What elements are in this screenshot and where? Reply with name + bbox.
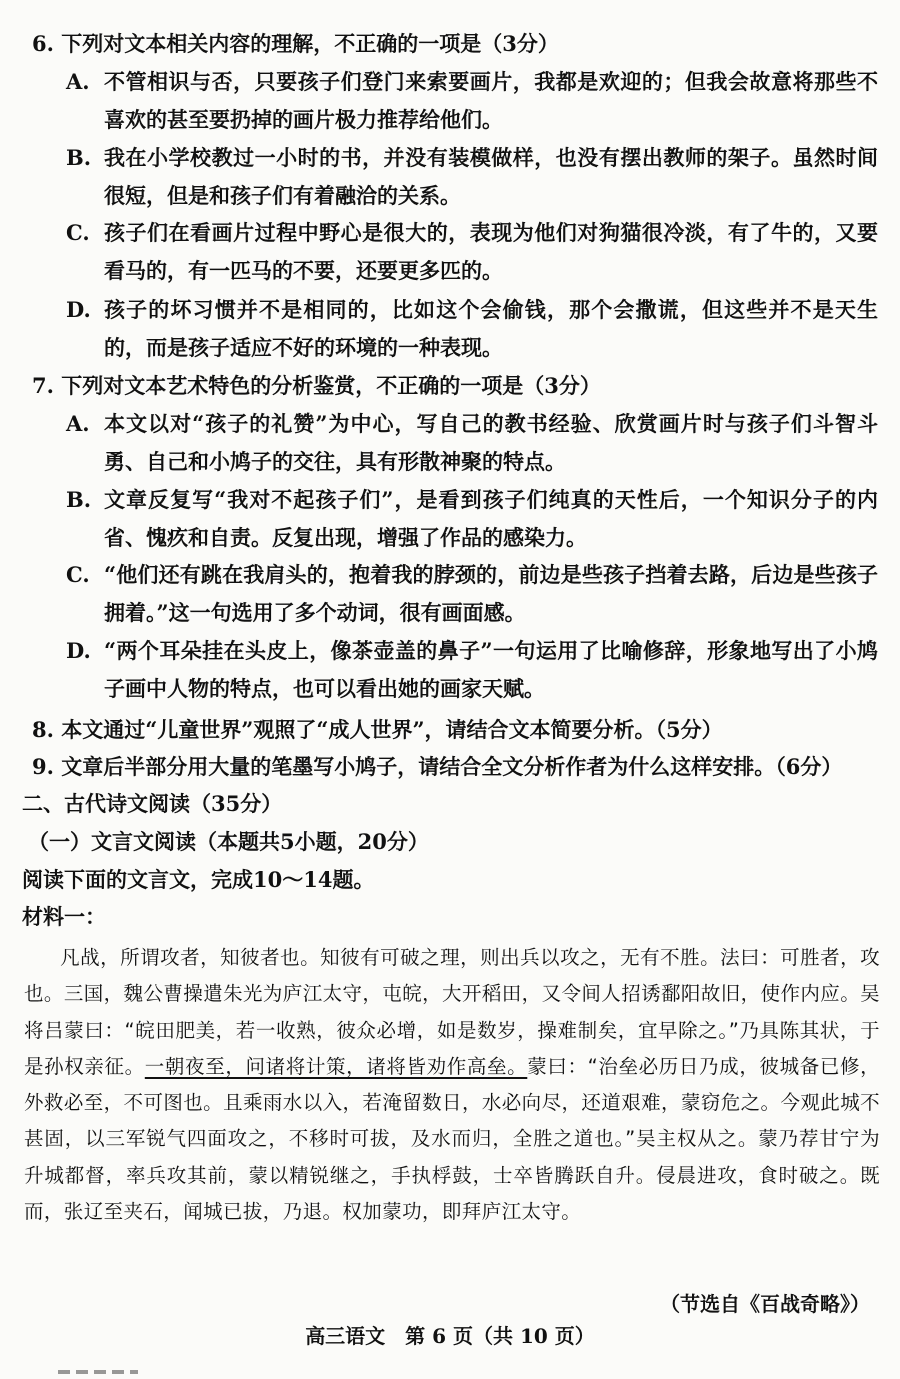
question-8: 8. 本文通过“儿童世界”观照了“成人世界”，请结合文本简要分析。（5分） bbox=[32, 717, 723, 742]
option-text: 孩子们在看画片过程中野心是很大的，表现为他们对狗猫很冷淡，有了牛的，又要看马的，有一匹马的不要，还要更多匹的。 bbox=[104, 220, 878, 283]
subsection-title: （一）文言文阅读（本题共5小题，20分） bbox=[28, 829, 429, 854]
question-6-option-a bbox=[66, 63, 878, 139]
option-text: “两个耳朵挂在头皮上，像茶壶盖的鼻子”一句运用了比喻修辞，形象地写出了小鸠子画中人物的特点，也可以看出她的画家天赋。 bbox=[104, 638, 878, 701]
option-text: 文章反复写“我对不起孩子们”，是看到孩子们纯真的天性后，一个知识分子的内省、愧疚和自责。反复出现，增强了作品的感染力。 bbox=[104, 487, 878, 550]
section-title: 二、古代诗文阅读（35分） bbox=[22, 791, 283, 816]
option-label: D. bbox=[66, 297, 91, 322]
passage-underlined-sentence: 一朝夜至，问诸将计策，诸将皆劝作高垒。 bbox=[144, 1054, 528, 1078]
question-6-option-c bbox=[66, 214, 878, 290]
passage-text: 凡战，所谓攻者，知彼者也。知彼有可破之理，则出兵以攻之，无有不胜。法曰：可胜者，攻也。三国，魏公曹操遣朱光为庐江太守，屯皖，大开稻田，又令间人招诱鄱阳故旧，使作内应。吴将吕蒙曰：“皖田肥美，若一收熟，彼众必增，如是数岁，操难制矣，宜早除之。”乃具陈其状，于是孙权亲征。 bbox=[24, 946, 880, 1078]
option-text: “他们还有跳在我肩头的，抱着我的脖颈的，前边是些孩子挡着去路，后边是些孩子拥着。”这一句选用了多个动词，很有画面感。 bbox=[104, 562, 878, 625]
instruction: 阅读下面的文言文，完成10～14题。 bbox=[22, 867, 375, 892]
question-7-option-b bbox=[66, 481, 878, 557]
option-text: 孩子的坏习惯并不是相同的，比如这个会偷钱，那个会撒谎，但这些并不是天生的，而是孩子适应不好的环境的一种表现。 bbox=[104, 297, 878, 360]
question-7-stem: 7. 下列对文本艺术特色的分析鉴赏，不正确的一项是（3分） bbox=[32, 373, 601, 398]
option-label: C. bbox=[66, 220, 90, 245]
question-6-option-b bbox=[66, 139, 878, 215]
scan-mark bbox=[58, 1370, 138, 1374]
question-6-option-d bbox=[66, 291, 878, 367]
option-label: A. bbox=[66, 69, 90, 94]
question-7-option-a bbox=[66, 405, 878, 481]
option-label: A. bbox=[66, 411, 90, 436]
question-6-stem: 6. 下列对文本相关内容的理解，不正确的一项是（3分） bbox=[32, 31, 559, 56]
passage-text-continued: 蒙曰：“治垒必历日乃成，彼城备已修，外救必至，不可图也。且乘雨水以入，若淹留数日，水必向尽，还道艰难，蒙窃危之。今观此城不甚固，以三军锐气四面攻之，不移时可拔，及水而归，全胜之道也。”吴主权从之。蒙乃荐甘宁为升城都督，率兵攻其前，蒙以精锐继之，手执桴鼓，士卒皆腾跃自升。侵晨进攻，食时破之。既而，张辽至夹石，闻城已拔，乃退。权加蒙功，即拜庐江太守。 bbox=[24, 1054, 880, 1224]
option-text: 不管相识与否，只要孩子们登门来索要画片，我都是欢迎的；但我会故意将那些不喜欢的甚至要扔掉的画片极力推荐给他们。 bbox=[104, 69, 878, 132]
question-9: 9. 文章后半部分用大量的笔墨写小鸠子，请结合全文分析作者为什么这样安排。（6分） bbox=[32, 754, 843, 779]
passage-source: （节选自《百战奇略》） bbox=[660, 1292, 870, 1316]
question-7-option-c bbox=[66, 556, 878, 632]
question-7-option-d bbox=[66, 632, 878, 708]
option-text: 我在小学校教过一小时的书，并没有装模做样，也没有摆出教师的架子。虽然时间很短，但是和孩子们有着融洽的关系。 bbox=[104, 145, 878, 208]
material-label: 材料一： bbox=[22, 904, 106, 929]
option-label: B. bbox=[66, 145, 92, 170]
option-label: C. bbox=[66, 562, 90, 587]
option-label: D. bbox=[66, 638, 91, 663]
page-footer: 高三语文 第 6 页（共 10 页） bbox=[305, 1324, 595, 1348]
option-label: B. bbox=[66, 487, 92, 512]
classical-passage bbox=[24, 940, 880, 1230]
option-text: 本文以对“孩子的礼赞”为中心，写自己的教书经验、欣赏画片时与孩子们斗智斗勇、自己和小鸠子的交往，具有形散神聚的特点。 bbox=[104, 411, 878, 474]
